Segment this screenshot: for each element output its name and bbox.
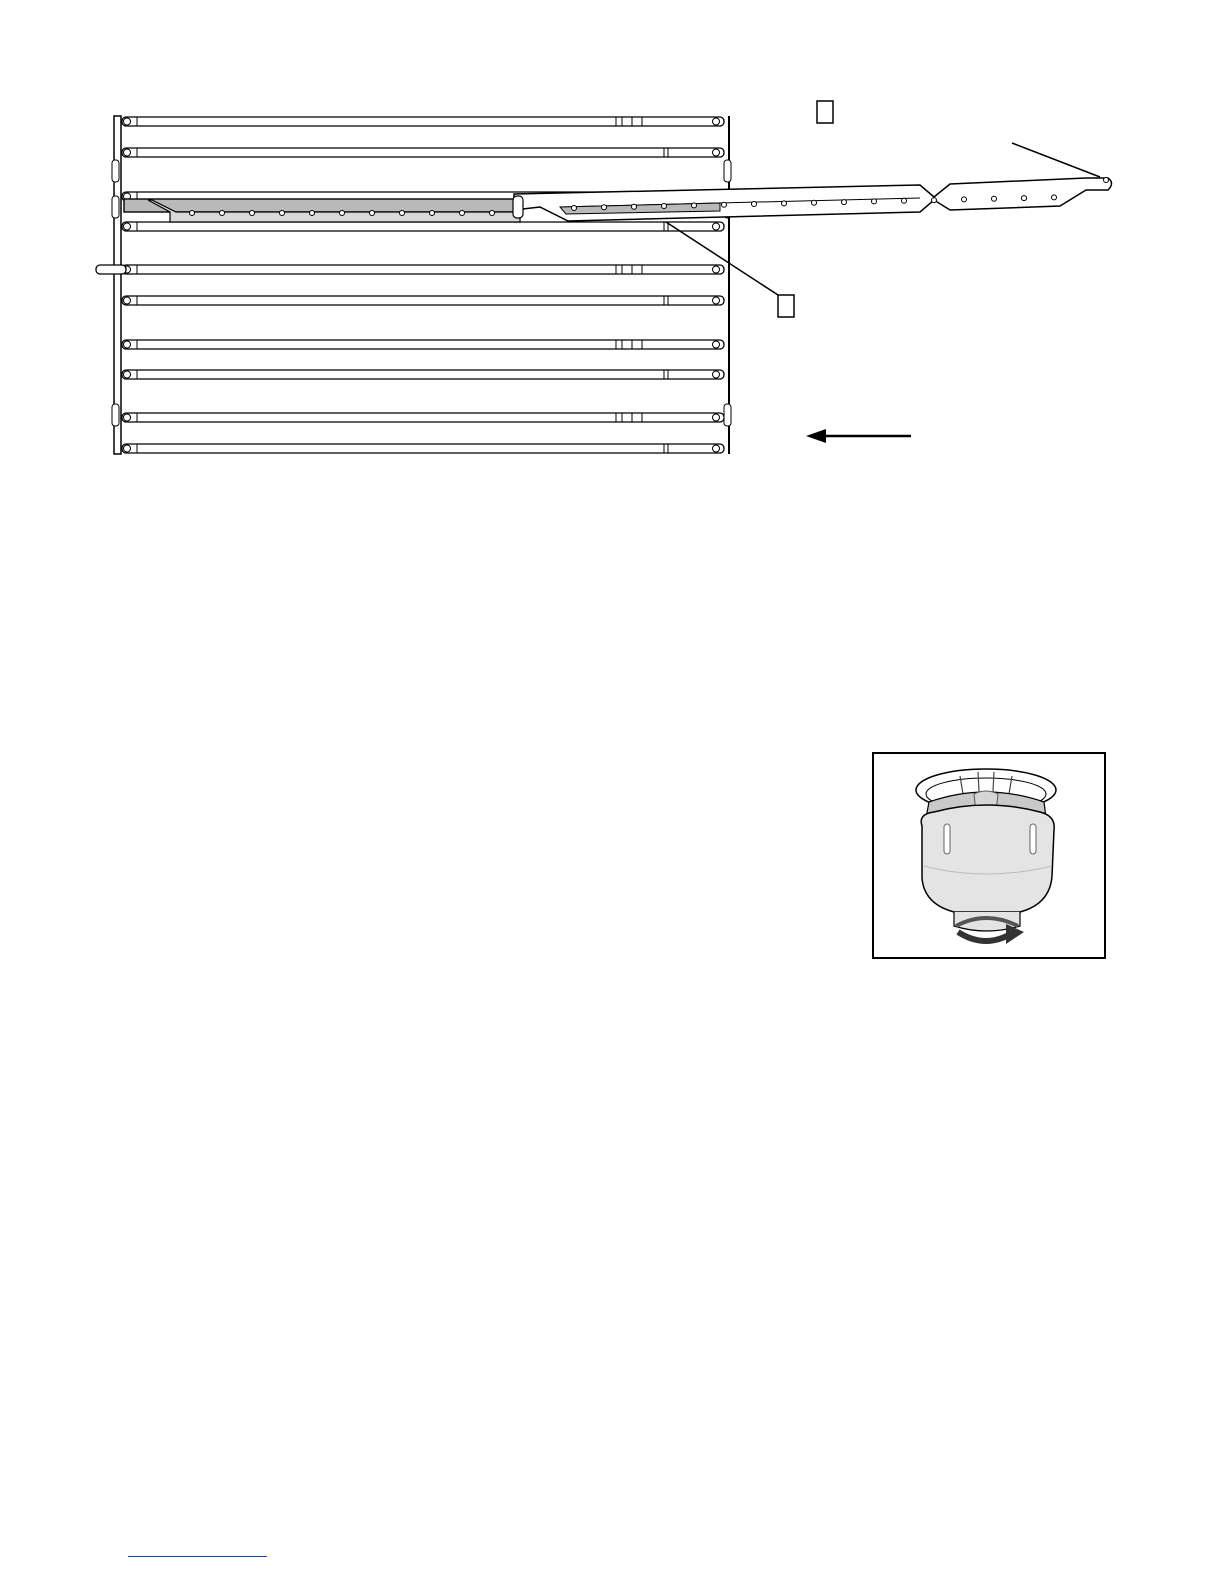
rack-rail [122, 222, 724, 231]
callout-box-lower [778, 295, 794, 317]
rail-hole [250, 211, 255, 216]
rack-rail [122, 117, 724, 126]
rail-hole [662, 204, 667, 209]
rack-rail [122, 148, 724, 157]
rail-hole [842, 200, 847, 205]
post-bracket [112, 196, 119, 218]
leader-line-lower [666, 222, 778, 295]
rack-rail [122, 370, 724, 379]
left-extension-rod [96, 265, 126, 274]
rail-hole [280, 211, 285, 216]
rail-hole [310, 211, 315, 216]
rail-hole [1052, 195, 1057, 200]
rail-hole [932, 198, 937, 203]
rail-hole [460, 211, 465, 216]
rail-hole [962, 197, 967, 202]
rail-hole [430, 211, 435, 216]
rail-hole [490, 211, 495, 216]
rack-rail [122, 296, 724, 305]
rail-hole [220, 211, 225, 216]
footer-link-rule [128, 1556, 267, 1557]
rack-rail [122, 340, 724, 349]
rail-hole [572, 206, 577, 211]
rail-hole [370, 211, 375, 216]
extended-slide-rail [513, 178, 1112, 222]
rail-hole [400, 211, 405, 216]
rail-hole [992, 196, 997, 201]
rail-hole [632, 204, 637, 209]
filter-inset-panel [872, 752, 1106, 959]
leader-line-upper [1012, 143, 1100, 177]
rail-hole [602, 205, 607, 210]
rail-hole [902, 198, 907, 203]
rack-rail [122, 413, 724, 422]
direction-arrow-left [806, 429, 911, 443]
rail-hole [190, 211, 195, 216]
inner-slide-rail [124, 199, 520, 222]
callout-box-upper [817, 101, 833, 123]
rail-hole [812, 200, 817, 205]
rack-rail [122, 265, 724, 274]
rail-hole [340, 211, 345, 216]
post-bracket [112, 160, 119, 182]
rail-hole [872, 199, 877, 204]
rail-hole [692, 203, 697, 208]
post-bracket [112, 404, 119, 426]
post-bracket [724, 160, 731, 182]
rack-rail [122, 444, 724, 453]
rail-hole [752, 202, 757, 207]
filter-illustration [874, 754, 1104, 957]
rack-diagram [0, 0, 1224, 480]
post-bracket [724, 404, 731, 426]
rail-hole [1022, 196, 1027, 201]
rail-hole [782, 201, 787, 206]
rail-hole [722, 202, 727, 207]
rack-rails [112, 117, 731, 453]
